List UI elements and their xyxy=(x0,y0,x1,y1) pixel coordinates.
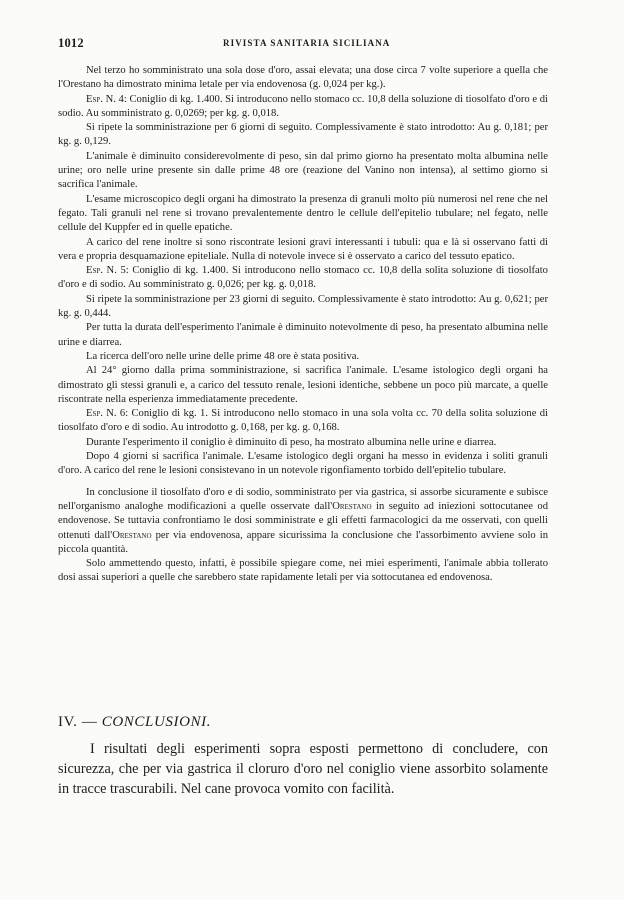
author-name: Orestano xyxy=(112,529,152,541)
paragraph: Solo ammettendo questo, infatti, è possibile spiegare come, nei miei esperimenti, l'animale abbia tollerato dosi assai superiori a quelle che sarebbero state rapidamente letali per via sottocutanea ed endovenosa. xyxy=(58,558,548,584)
paragraph-esp-4: Esp. N. 4: Coniglio di kg. 1.400. Si introducono nello stomaco cc. 10,8 della soluzione di tiosolfato d'oro e di sodio. Au somministrato g. 0,0269; per kg. g. 0,018. xyxy=(58,93,548,119)
paragraph: Si ripete la somministrazione per 23 giorni di seguito. Complessivamente è stato introdotto: Au g. 0,621; per kg. g. 0,444. xyxy=(58,293,548,320)
paragraph: L'esame microscopico degli organi ha dimostrato la presenza di granuli molto più numerosi nel rene che nel fegato. Tali granuli nel rene si trovano prevalentemente dentro le cellule dell'epitelio tubulare; nel fegato, nelle cellule del Kuppfer ed in quelle epatiche. xyxy=(58,193,548,234)
paragraph-conclusion-summary: In conclusione il tiosolfato d'oro e di sodio, somministrato per via gastrica, si assorbe sicuramente e subisce nell'organismo analoghe modificazioni a quelle osservate dall'Orestano in seguito ad iniezioni sottocutanee od endovenose. Se tuttavia confrontiamo le dosi somministrate e gli effetti farmacologici da me osservati, con quelli ottenuti dall'Orestano per via endovenosa, appare sicurissima la conclusione che l'assorbimento avviene solo in piccola quantità. xyxy=(58,486,548,555)
paragraph: Si ripete la somministrazione per 6 giorni di seguito. Complessivamente è stato introdotto: Au g. 0,181; per kg. g. 0,129. xyxy=(58,122,548,148)
experiment-label: Esp. N. 5 xyxy=(86,265,126,277)
section-title: CONCLUSIONI. xyxy=(101,714,212,730)
conclusion-paragraph: I risultati degli esperimenti sopra esposti permettono di concludere, con sicurezza, che per via gastrica il cloruro d'oro nel coniglio viene assorbito solamente in tracce trascurabili. Nel cane provoca vomito con facilità. xyxy=(58,741,548,797)
body-text xyxy=(58,64,548,586)
page-number: 1012 xyxy=(58,36,84,50)
running-title: RIVISTA SANITARIA SICILIANA xyxy=(223,38,391,48)
author-name: Orestano xyxy=(332,500,372,512)
paragraph: Dopo 4 giorni si sacrifica l'animale. L'esame istologico degli organi ha messo in evidenza i soliti granuli d'oro. A carico del rene le lesioni consistevano in un notevole rigonfiamento torbido dell'epitelio tubulare. xyxy=(58,451,548,477)
paragraph-esp-5: Esp. N. 5: Coniglio di kg. 1.400. Si introducono nello stomaco cc. 10,8 della solita soluzione di tiosolfato d'oro e di sodio. Au somministrato g. 0,026; per kg. g. 0,018. xyxy=(58,265,548,291)
paragraph: Per tutta la durata dell'esperimento l'animale è diminuito notevolmente di peso, ha presentato albumina nelle urine e diarrea. xyxy=(58,322,548,348)
paragraph-esp-6: Esp. N. 6: Coniglio di kg. 1. Si introducono nello stomaco in una sola volta cc. 70 della solita soluzione di tiosolfato d'oro e di sodio. Au introdotto g. 0,168, per kg. g. 0,168. xyxy=(58,408,548,434)
paragraph: La ricerca dell'oro nelle urine delle prime 48 ore è stata positiva. xyxy=(86,350,360,362)
section-heading xyxy=(58,714,548,731)
conclusion-text xyxy=(58,739,548,799)
experiment-label: Esp. N. 6 xyxy=(86,408,126,420)
paragraph: A carico del rene inoltre si sono riscontrate lesioni gravi interessanti i tubuli: qua e là si osservano fatti di vera e propria desquamazione epiteliale. Nulla di notevole invece si è osservato a carico del tessuto epatico. xyxy=(58,236,548,262)
section-numeral: IV. — xyxy=(58,714,98,730)
experiment-label: Esp. N. 4 xyxy=(86,93,124,105)
paragraph-intro: Nel terzo ho somministrato una sola dose d'oro, assai elevata; una dose circa 7 volte superiore a quella che l'Orestano ha dimostrato minima letale per via endovenosa (g. 0,024 per kg.). xyxy=(58,65,548,91)
paragraph: L'animale è diminuito considerevolmente di peso, sin dal primo giorno ha presentato molta albumina nelle urine; oro nelle urine presente sin dalle prime 48 ore (reazione del Vanino non intensa), al settimo giorno si sacrifica l'animale. xyxy=(58,150,548,191)
paragraph: Durante l'esperimento il coniglio è diminuito di peso, ha mostrato albumina nelle urine e diarrea. xyxy=(86,436,497,448)
paragraph: Al 24° giorno dalla prima somministrazione, si sacrifica l'animale. L'esame istologico degli organi ha dimostrato gli stessi granuli e, a carico del tessuto renale, lesioni identiche, sebbene un poco più marcate, a quelle riscontrate nella esperienza immediatamente precedente. xyxy=(58,365,548,405)
